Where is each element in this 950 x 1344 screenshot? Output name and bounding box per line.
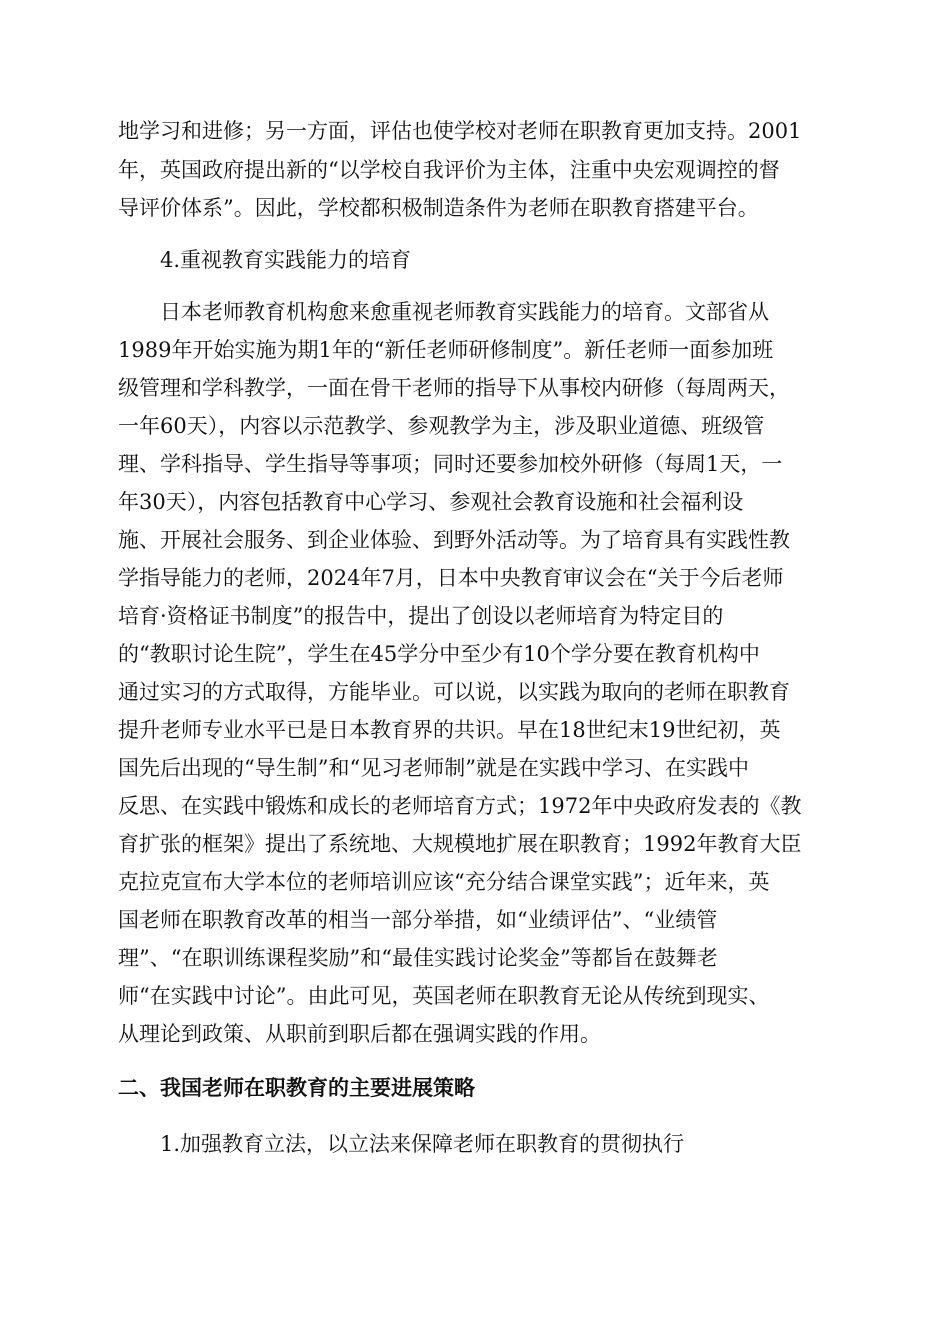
subheading: 4.重视教育实践能力的培育 bbox=[160, 248, 412, 272]
subheading: 1.加强教育立法，以立法来保障老师在职教育的贯彻执行 bbox=[160, 1132, 685, 1156]
paragraph-line: 克拉克宣布大学本位的老师培训应该“充分结合课堂实践”；近年来，英 bbox=[118, 870, 770, 894]
section-heading: 二、我国老师在职教育的主要进展策略 bbox=[118, 1076, 475, 1100]
paragraph-line: 国老师在职教育改革的相当一部分举措，如“业绩评估”、“业绩管 bbox=[118, 908, 718, 932]
paragraph-line: 地学习和进修；另一方面，评估也使学校对老师在职教育更加支持。2001 bbox=[118, 119, 802, 143]
paragraph-line: 年，英国政府提出新的“以学校自我评价为主体，注重中央宏观调控的督 bbox=[118, 158, 780, 182]
paragraph-line: 级管理和学科教学，一面在骨干老师的指导下从事校内研修（每周两天， bbox=[118, 376, 790, 400]
paragraph-line: 年30天），内容包括教育中心学习、参观社会教育设施和社会福利设 bbox=[118, 490, 744, 514]
paragraph-line: 理、学科指导、学生指导等事项；同时还要参加校外研修（每周1天，一 bbox=[118, 452, 783, 476]
paragraph-line: 日本老师教育机构愈来愈重视老师教育实践能力的培育。文部省从 bbox=[160, 300, 769, 324]
paragraph-line: 导评价体系”。因此，学校都积极制造条件为老师在职教育搭建平台。 bbox=[118, 196, 759, 220]
paragraph-line: 培育·资格证书制度”的报告中，提出了创设以老师培育为特定目的 bbox=[118, 604, 724, 628]
paragraph-line: 通过实习的方式取得，方能毕业。可以说，以实践为取向的老师在职教育 bbox=[118, 680, 790, 704]
paragraph-line: 1989年开始实施为期1年的“新任老师研修制度”。新任老师一面参加班 bbox=[118, 338, 774, 362]
paragraph-line: 理”、“在职训练课程奖励”和“最佳实践讨论奖金”等都旨在鼓舞老 bbox=[118, 946, 718, 970]
paragraph-line: 的“教职讨论生院”，学生在45学分中至少有10个学分要在教育机构中 bbox=[118, 642, 760, 666]
paragraph-line: 师“在实践中讨论”。由此可见，英国老师在职教育无论从传统到现实、 bbox=[118, 984, 770, 1008]
paragraph-line: 学指导能力的老师，2024年7月，日本中央教育审议会在“关于今后老师 bbox=[118, 566, 784, 590]
paragraph-line: 从理论到政策、从职前到职后都在强调实践的作用。 bbox=[118, 1022, 601, 1046]
paragraph-line: 一年60天），内容以示范教学、参观教学为主，涉及职业道德、班级管 bbox=[118, 414, 765, 438]
paragraph-line: 反思、在实践中锻炼和成长的老师培育方式；1972年中央政府发表的《教 bbox=[118, 794, 802, 818]
paragraph-line: 国先后出现的“导生制”和“见习老师制”就是在实践中学习、在实践中 bbox=[118, 756, 749, 780]
paragraph-line: 施、开展社会服务、到企业体验、到野外活动等。为了培育具有实践性教 bbox=[118, 528, 790, 552]
paragraph-line: 提升老师专业水平已是日本教育界的共识。早在18世纪末19世纪初，英 bbox=[118, 718, 781, 742]
paragraph-line: 育扩张的框架》提出了系统地、大规模地扩展在职教育；1992年教育大臣 bbox=[118, 832, 802, 856]
